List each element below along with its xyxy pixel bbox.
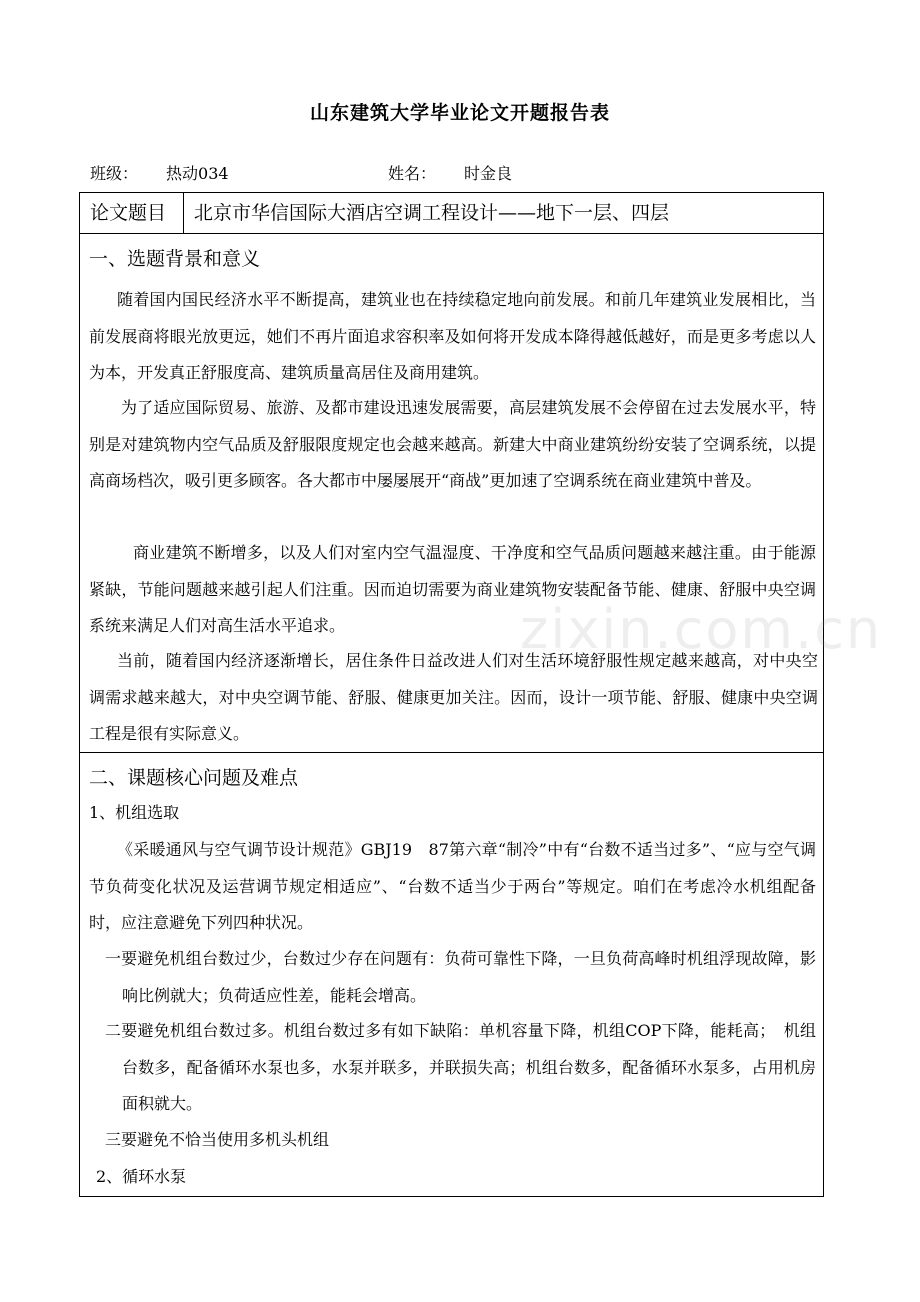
list-item: 三要避免不恰当使用多机头机组	[105, 1130, 330, 1149]
watermark: zixin.com.cn	[520, 598, 883, 661]
paragraph: 商业建筑不断增多，以及人们对室内空气温湿度、干净度和空气品质问题越来越注重。由于能源紧缺，节能问题越来越引起人们注重。因而迫切需要为商业建筑物安装配备节能、健康、舒服中央空调系统来满足人们对高生活水平追求。	[89, 543, 816, 635]
paragraph: 随着国内国民经济水平不断提高，建筑业也在持续稳定地向前发展。和前几年建筑业发展相比，当前发展商将眼光放更远，她们不再片面追求容积率及如何将开发成本降得越低越好，而是更多考虑以人为本，开发真正舒服度高、建筑质量高居住及商用建筑。	[89, 290, 816, 382]
list-item: 二要避免机组台数过多。机组台数过多有如下缺陷：单机容量下降，机组COP下降，能耗高； 机组台数多，配备循环水泵也多，水泵并联多，并联损失高；机组台数多，配备循环水泵多，占用机房面积就大。	[105, 1021, 816, 1113]
class-value: 热动034	[166, 164, 229, 183]
section-core-issues	[80, 753, 823, 1196]
class-field	[90, 161, 229, 184]
section-background	[80, 234, 823, 753]
subheading: 1、机组选取	[89, 803, 180, 822]
paragraph: 为了适应国际贸易、旅游、及都市建设迅速发展需要，高层建筑发展不会停留在过去发展水平，特别是对建筑物内空气品质及舒服限度规定也会越来越高。新建大中商业建筑纷纷安装了空调系统，以提高商场档次，吸引更多顾客。各大都市中屡屡展开“商战”更加速了空调系统在商业建筑中普及。	[89, 398, 816, 490]
subheading: 2、循环水泵	[96, 1167, 187, 1186]
name-field	[388, 161, 512, 184]
section-heading: 一、选题背景和意义	[89, 248, 261, 270]
section-heading: 二、课题核心问题及难点	[89, 767, 299, 789]
class-label: 班级：	[90, 164, 139, 183]
list-item: 一要避免机组台数过少，台数过少存在问题有：负荷可靠性下降，一旦负荷高峰时机组浮现故障，影响比例就大；负荷适应性差，能耗会增高。	[105, 949, 816, 1005]
topic-value: 北京市华信国际大酒店空调工程设计——地下一层、四层	[194, 202, 670, 224]
paragraph: 《采暖通风与空气调节设计规范》GBJ19 87第六章“制冷”中有“台数不适当过多”、“应与空气调节负荷变化状况及运营调节规定相适应”、“台数不适当少于两台”等规定。咱们在考虑冷水机组配备时，应注意避免下列四种状况。	[89, 840, 816, 932]
paragraph: 当前，随着国内经济逐渐增长，居住条件日益改进人们对生活环境舒服性规定越来越高，对中央空调需求越来越大，对中央空调节能、舒服、健康更加关注。因而，设计一项节能、舒服、健康中央空调工程是很有实际意义。	[89, 651, 818, 743]
name-value: 时金良	[464, 164, 513, 183]
page-title: 山东建筑大学毕业论文开题报告表	[309, 102, 610, 124]
name-label: 姓名：	[388, 164, 437, 183]
topic-row	[80, 193, 823, 234]
topic-label: 论文题目	[80, 193, 184, 233]
proposal-form-table	[79, 192, 824, 1197]
